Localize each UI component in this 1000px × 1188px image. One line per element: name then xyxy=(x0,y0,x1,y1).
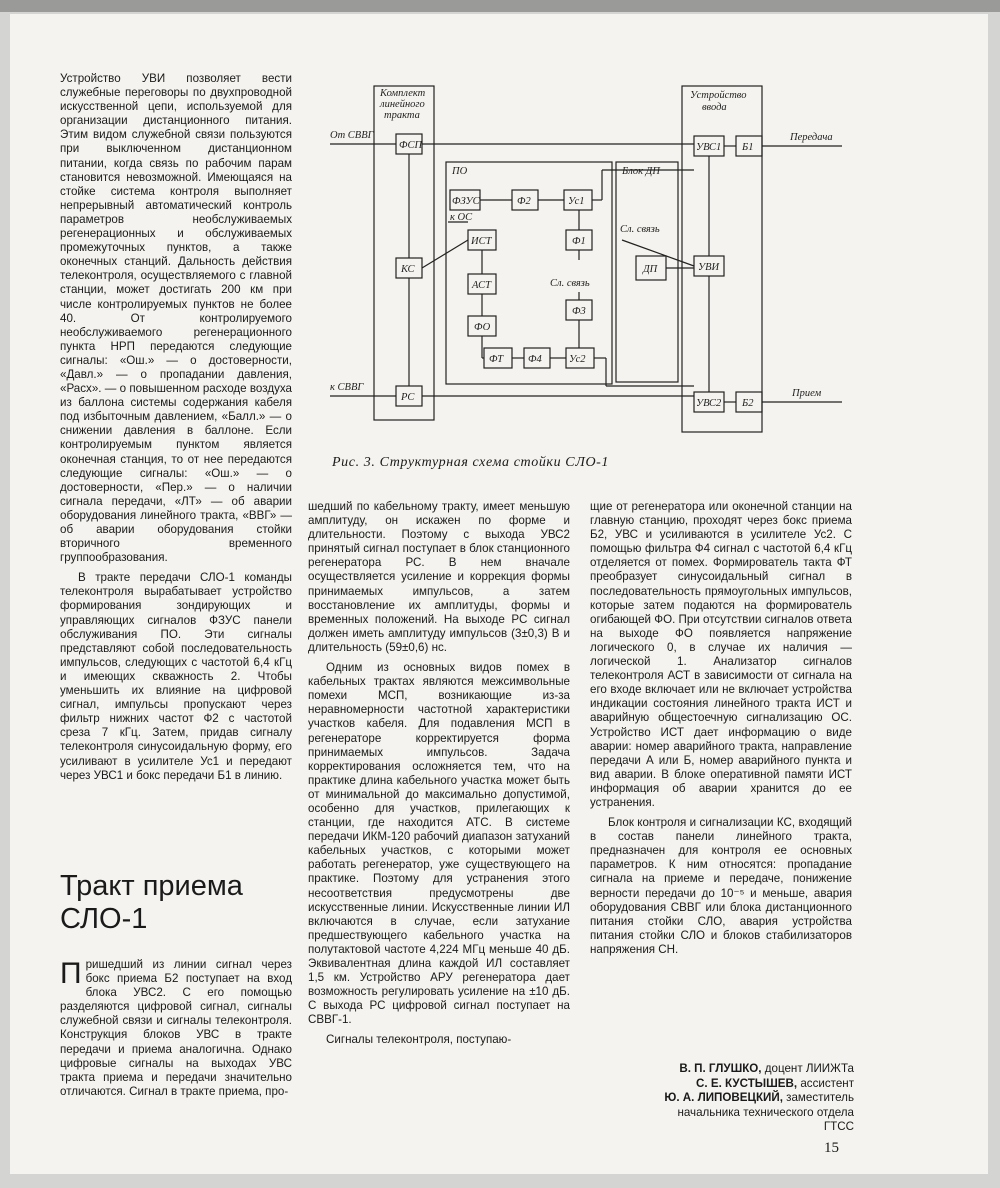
drop-cap: П xyxy=(60,957,82,990)
figure-caption: Рис. 3. Структурная схема стойки СЛО-1 xyxy=(332,455,610,470)
label-ks: КС xyxy=(401,264,415,275)
structure-diagram xyxy=(322,80,862,450)
author-role: доцент ЛИИЖТа xyxy=(764,1062,854,1075)
section-heading xyxy=(60,870,300,936)
paragraph: Одним из основных видов помех в кабельных трактах являются межсимвольные помехи МСП, возникающие из-за неравномерности частотной характеристики участков кабеля. Для подавления МСП в регенераторе корректируется форма принимаемых импульсов. Задача корректирования осложняется тем, что на практике длина кабельного участка может быть от минимальной до максимально допустимой, особенно для участков, прилегающих к станции, где находится АТС. В системе передачи ИКМ-120 рабочий диапазон затуханий кабельных участков, с которыми может работать регенератор, уже существующего на практике. Поэтому для устранения этого несоответствия предусмотрены две искусственные линии. Искусственные линии ИЛ включаются в случае, если затухание предшествующего кабельного участка на полутактовой частоте 4,224 МГц меньше 40 дБ. Эквивалентная длина каждой ИЛ составляет 1,5 км. Устройство АРУ регенератора дает возможность регулировать усиление на ±10 дБ. С выхода РС цифровой сигнал поступает на СВВГ-1. xyxy=(308,661,570,1027)
kit-frame xyxy=(374,86,434,420)
column-1 xyxy=(60,72,292,783)
label-b1: Б1 xyxy=(742,142,754,153)
page-number: 15 xyxy=(824,1140,839,1156)
label-ist: ИСТ xyxy=(471,236,492,247)
label-receive: Прием xyxy=(792,388,822,399)
author-name: С. Е. КУСТЫШЕВ, xyxy=(696,1076,798,1090)
label-fo: ФО xyxy=(474,322,491,333)
label-us2: Ус2 xyxy=(569,354,586,365)
author-role: начальника технического отдела xyxy=(677,1105,854,1119)
label-us1: Ус1 xyxy=(568,196,585,207)
label-sl-svyaz: Сл. связь xyxy=(550,278,590,289)
label-ft: ФТ xyxy=(489,354,504,365)
label-f4: Ф4 xyxy=(528,354,542,365)
label-kit: линейного xyxy=(380,99,425,110)
label-kit: Комплект xyxy=(380,88,426,99)
paragraph: щие от регенератора или оконечной станции на главную станцию, проходят через бокс приема Б2, УВС и усиливаются в усилителе Ус2. С помощью фильтра Ф4 сигнал с частотой 6,4 кГц отделяется от помех. Формирователь такта ФТ преобразует синусоидальный сигнал в последовательность прямоугольных импульсов, которые затем подаются на формирователь огибающей ФО. При отсутствии сигналов ответа на выходе ФО появляется напряжение логического 0, в случае их наличия — логической 1. Анализатор сигналов телеконтроля АСТ в зависимости от сигнала на его входе включает или не включает устройства индикации состояния линейного тракта ИСТ и аварийную общестоечную сигнализацию ОС. Устройство ИСТ дает информацию о виде аварии: номер аварийного тракта, направление передачи А или Б, номер аварийного пункта и вид аварии. В блоке оперативной памяти ИСТ информация об аварии хранится до ее устранения. xyxy=(590,500,852,809)
column-2 xyxy=(308,500,570,1048)
label-uvs1: УВС1 xyxy=(696,142,722,153)
heading-line-2: СЛО-1 xyxy=(60,903,148,935)
label-transmit: Передача xyxy=(790,132,833,143)
paragraph: шедший по кабельному тракту, имеет меньшую амплитуду, он искажен по форме и длительности. Поэтому с выхода УВС2 принятый сигнал поступает в блок станционного регенератора РС. В нем вначале осуществляется усиление и коррекция формы принимаемых импульсов, а затем восстановление их амплитуды, формы и временных положений. На выходе РС сигнал должен иметь амплитуду импульсов (3±0,3) В и длительность (59±0,6) нс. xyxy=(308,500,570,654)
author-role: ассистент xyxy=(800,1076,854,1090)
paragraph: Устройство УВИ позволяет вести служебные переговоры по двухпроводной искусственной цепи, используемой для организации дистанционного питания. Этим видом служебной связи пользуются при выключенном дистанционном питании, когда связь по рабочим парам становится невозможной. Имеющаяся на стойке система контроля выполняет непрерывный автоматический контроль параметров необслуживаемых регенерационных и обслуживаемых промежуточных пунктов, а также оконечных станций. Дальность действия телеконтроля, осуществляемого с главной станции, может достигать 200 км при числе контролируемых пунктов не более 40. От контролируемого необслуживаемого регенерационного пункта НРП передаются следующие сигналы: «Ош.» — о достоверности, «Давл.» — о пропадании давления, «Расх». — о повышенном расходе воздуха из баллона системы содержания кабеля под избыточным давлением, «Балл.» — о снижении давления в баллоне. Если контролируемым пунктом является оконечная станция, то от нее передаются следующие сигналы: «Ош.» — о достоверности, «Пер.» — о наличии сигнала передачи, «ЛТ» — об аварии оборудования линейного тракта, «ВВГ» — об аварии оборудования стойки вторичного временного группообразования. xyxy=(60,72,292,565)
label-kit: тракта xyxy=(384,110,420,121)
label-device: Устройство xyxy=(690,90,747,101)
label-f2: Ф2 xyxy=(517,196,531,207)
scan-top-edge xyxy=(0,0,1000,12)
label-f3: Ф3 xyxy=(572,306,586,317)
authors-block xyxy=(596,1062,854,1135)
label-b2: Б2 xyxy=(742,398,754,409)
label-rs: РС xyxy=(401,392,415,403)
label-kos: к ОС xyxy=(450,212,473,223)
author-role: ГТСС xyxy=(823,1120,854,1133)
label-device: ввода xyxy=(702,102,727,113)
paragraph: Блок контроля и сигнализации КС, входящий в состав панели линейного тракта, предназначен для контроля ее основных параметров. К ним относятся: пропадание сигнала на приеме и передаче, понижение верности передачи до 10⁻⁵ и меньше, авария оборудования СВВГ или блока дистанционного питания стойки СЛО, авария устройства питания стойки СЛО и блоков стабилизаторов напряжения СН. xyxy=(590,816,852,956)
label-to-svvg: к СВВГ xyxy=(330,382,364,393)
paragraph: ришедший из линии сигнал через бокс приема Б2 поступает на вход блока УВС2. С его помощью разделяются цифровой сигнал, сигналы служебной связи и сигналы телеконтроля. Конструкция блоков УВС в тракте передачи и приема аналогична. Однако цифровые сигналы на выходах УВС тракта приема и передачи значительно отличаются. Сигнал в тракте приема, про- xyxy=(60,958,292,1098)
label-uvi: УВИ xyxy=(698,262,720,273)
label-from-svvg: От СВВГ xyxy=(330,130,374,141)
heading-line-1: Тракт приема xyxy=(60,870,243,902)
label-fzus: ФЗУС xyxy=(452,196,480,207)
paragraph: В тракте передачи СЛО-1 команды телеконтроля вырабатывает устройство формирования зондирующих и управляющих сигналов ФЗУС панели обслуживания ПО. Эти сигналы представляют собой последовательность импульсов, следующих с частотой 6,4 кГц и имеющих скважность 2. Чтобы уменьшить их влияние на цифровой сигнал, импульсы пропускают через фильтр нижних частот Ф2 с частотой среза 7 кГц. Затем, придав сигналу телеконтроля синусоидальную форму, его усиливают в усилителе Ус1 и передают через УВС1 и бокс передачи Б1 в линию. xyxy=(60,571,292,782)
label-uvs2: УВС2 xyxy=(696,398,722,409)
label-blockdp: Блок ДП xyxy=(622,166,660,177)
label-ast: АСТ xyxy=(472,280,491,291)
author-name: Ю. А. ЛИПОВЕЦКИЙ, xyxy=(664,1091,783,1104)
paragraph: Сигналы телеконтроля, поступаю- xyxy=(326,1033,512,1047)
label-sl-svyaz-2: Сл. связь xyxy=(620,224,660,235)
author-name: В. П. ГЛУШКО, xyxy=(679,1062,762,1075)
column-1-bottom xyxy=(60,958,292,1099)
label-f1: Ф1 xyxy=(572,236,586,247)
label-dp: ДП xyxy=(643,264,658,275)
label-po: ПО xyxy=(452,166,468,177)
author-role: заместитель xyxy=(786,1091,854,1104)
label-fsp: ФСП xyxy=(399,140,423,151)
column-3 xyxy=(590,500,852,957)
